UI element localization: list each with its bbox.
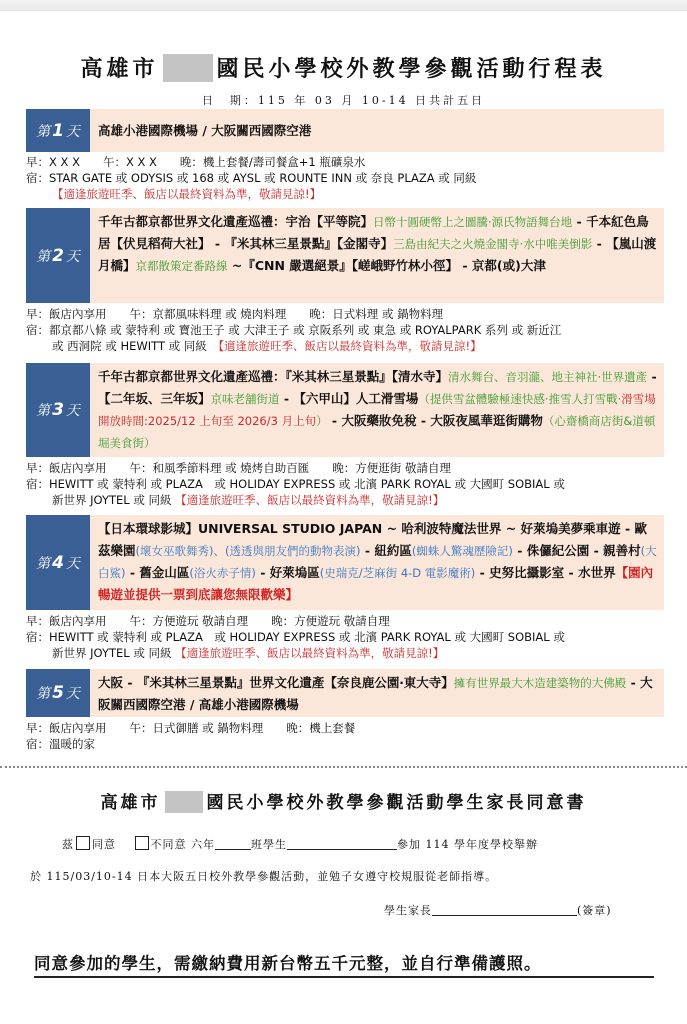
disagree-label: 不同意 [150, 838, 187, 851]
consent-title: 高雄市 國民小學校外教學參觀活動學生家長同意書 [100, 793, 587, 813]
day-3-hotel: 宿：HEWITT 或 蒙特利 或 PLAZA 或 HOLIDAY EXPRESS 或 北濱 PARK ROYAL 或 大國町 SOBIAL 或 [26, 477, 565, 491]
window-top-bar [0, 0, 687, 11]
title-prefix: 高雄市 [80, 56, 159, 82]
day-3-block [26, 363, 664, 457]
day-2-meals: 早：飯店內享用 午：京都風味料理 或 燒肉料理 晚：日式料理 或 鍋物料理 [26, 307, 444, 321]
day-5-meals: 早：飯店內享用 午：日式御膳 或 鍋物料理 晚：機上套餐 [26, 721, 356, 735]
day-3-itinerary: 千年古都京都世界文化遺產巡禮：『米其林三星景點』【清水寺】清水舞台、音羽瀧、地主神社‧世界遺產 - 【二年坂、三年坂】京味老舖街道 - 【六甲山】人工滑雪場（提供雪盆體驗極速快感‧推雪人打雪戰‧滑雪場開放時間:2025/12 上旬至 2026/3 月上旬） - 大阪藥妝免稅 - 大阪夜風華逛街購物（心齋橋商店街&道頓堀美食街） [98, 369, 657, 450]
day-1-itinerary: 高雄小港國際機場 / 大阪關西國際空港 [98, 123, 312, 138]
redacted-school-name-2 [165, 791, 203, 813]
day-5-badge: 第 5 天 [26, 669, 90, 717]
parent-signature-field[interactable] [432, 903, 577, 916]
day-4-info [26, 613, 671, 661]
day-4-badge: 第 4 天 [26, 515, 90, 610]
day-1-hotel-note: 【適逢旅遊旺季、飯店以最終資料為準，敬請見諒!】 [52, 187, 322, 201]
fee-notice: 同意參加的學生，需繳納費用新台幣五千元整，並自行準備護照。 [34, 950, 654, 978]
day-1-badge: 第 1 天 [26, 109, 90, 152]
date-line: 日 期：115 年 03 月 10-14 日共計五日 [201, 94, 486, 107]
day-1-block [26, 109, 664, 152]
day-4-block [26, 515, 664, 610]
day-5-itinerary: 大阪 - 『米其林三星景點』世界文化遺產【奈良鹿公園‧東大寺】擁有世界最大木造建築物的大佛殿 - 大阪關西國際空港 / 高雄小港國際機場 [98, 675, 653, 712]
cut-line-divider [0, 766, 687, 768]
agree-checkbox[interactable] [76, 836, 90, 850]
class-number-field[interactable] [215, 837, 251, 850]
day-2-hotel-cont: 或 西洞院 或 HEWITT 或 同級 【適逢旅遊旺季、飯店以最終資料為準，敬請見諒!】 [52, 339, 482, 353]
day-4-meals: 早：飯店內享用 午：方便遊玩 敬請自理 晚：方便遊玩 敬請自理 [26, 614, 390, 628]
day-1-info [26, 154, 671, 202]
day-5-block [26, 669, 664, 717]
day-2-itinerary: 千年古都京都世界文化遺產巡禮：宇治【平等院】日幣十圓硬幣上之圖騰‧源氏物語舞台地 - 千本紅色鳥居【伏見稻荷大社】 - 『米其林三星景點』【金閣寺】三島由紀夫之火燒金閣寺‧水中唯美倒影 - 【嵐山渡月橋】京都散策定番路線 ~『CNN 嚴選絕景』【嵯峨野竹林小徑】 - 京都(或)大津 [98, 214, 657, 273]
day-2-info [26, 306, 671, 354]
student-name-field[interactable] [287, 837, 397, 850]
day-5-hotel: 宿：溫暖的家 [26, 737, 95, 751]
day-2-badge: 第 2 天 [26, 208, 90, 303]
day-3-info [26, 460, 671, 508]
day-2-hotel: 宿：都京都八條 或 蒙特利 或 寶池王子 或 大津王子 或 京阪系列 或 東急 或 ROYALPARK 系列 或 新近江 [26, 323, 562, 337]
day-3-badge: 第 3 天 [26, 363, 90, 457]
day-2-block [26, 208, 664, 303]
disagree-checkbox[interactable] [135, 836, 149, 850]
redacted-school-name [163, 54, 213, 82]
page-title [0, 52, 687, 83]
agree-label: 同意 [92, 838, 116, 851]
day-1-hotel: 宿：STAR GATE 或 ODYSIS 或 168 或 AYSL 或 ROUNTE INN 或 奈良 PLAZA 或 同級 [26, 171, 477, 185]
parent-signature-line: 學生家長 (簽章) [384, 904, 612, 917]
consent-line-2: 於 115/03/10-14 日本大阪五日校外教學參觀活動，並勉子女遵守校規服從老師指導。 [30, 870, 498, 883]
title-suffix: 國民小學校外教學參觀活動行程表 [216, 56, 607, 82]
day-1-meals: 早：X X X 午：X X X 晚：機上套餐/壽司餐盒+1 瓶礦泉水 [26, 155, 366, 169]
day-3-hotel-cont: 新世界 JOYTEL 或 同級 【適逢旅遊旺季、飯店以最終資料為準，敬請見諒!】 [52, 493, 445, 507]
day-5-info [26, 720, 671, 752]
day-4-itinerary: 【日本環球影城】UNIVERSAL STUDIO JAPAN ~ 哈利波特魔法世界 ~ 好萊塢美夢乘車遊 - 歐茲樂園(壞女巫歌舞秀)、(透透與朋友們的動物表演) - 紐約區(蜘蛛人驚魂歷險記) - 侏儸紀公園 - 親善村(大白鯊) - 舊金山區(浴火赤子情) - 好萊塢區(史瑞克/芝麻街 4-D 電影魔術) - 史努比攝影室 - 水世界【園內暢遊並提供一票到底讓您無限歡樂】 [98, 521, 657, 602]
day-3-meals: 早：飯店內享用 午：和風季節料理 或 燒烤自助百匯 晚：方便逛街 敬請自理 [26, 461, 451, 475]
day-4-hotel-cont: 新世界 JOYTEL 或 同級 【適逢旅遊旺季、飯店以最終資料為準，敬請見諒!】 [52, 646, 445, 660]
consent-line-1: 茲 同意 不同意 六年 班學生 參加 114 學年度學校舉辦 [62, 838, 538, 851]
day-4-hotel: 宿：HEWITT 或 蒙特利 或 PLAZA 或 HOLIDAY EXPRESS 或 北濱 PARK ROYAL 或 大國町 SOBIAL 或 [26, 630, 565, 644]
